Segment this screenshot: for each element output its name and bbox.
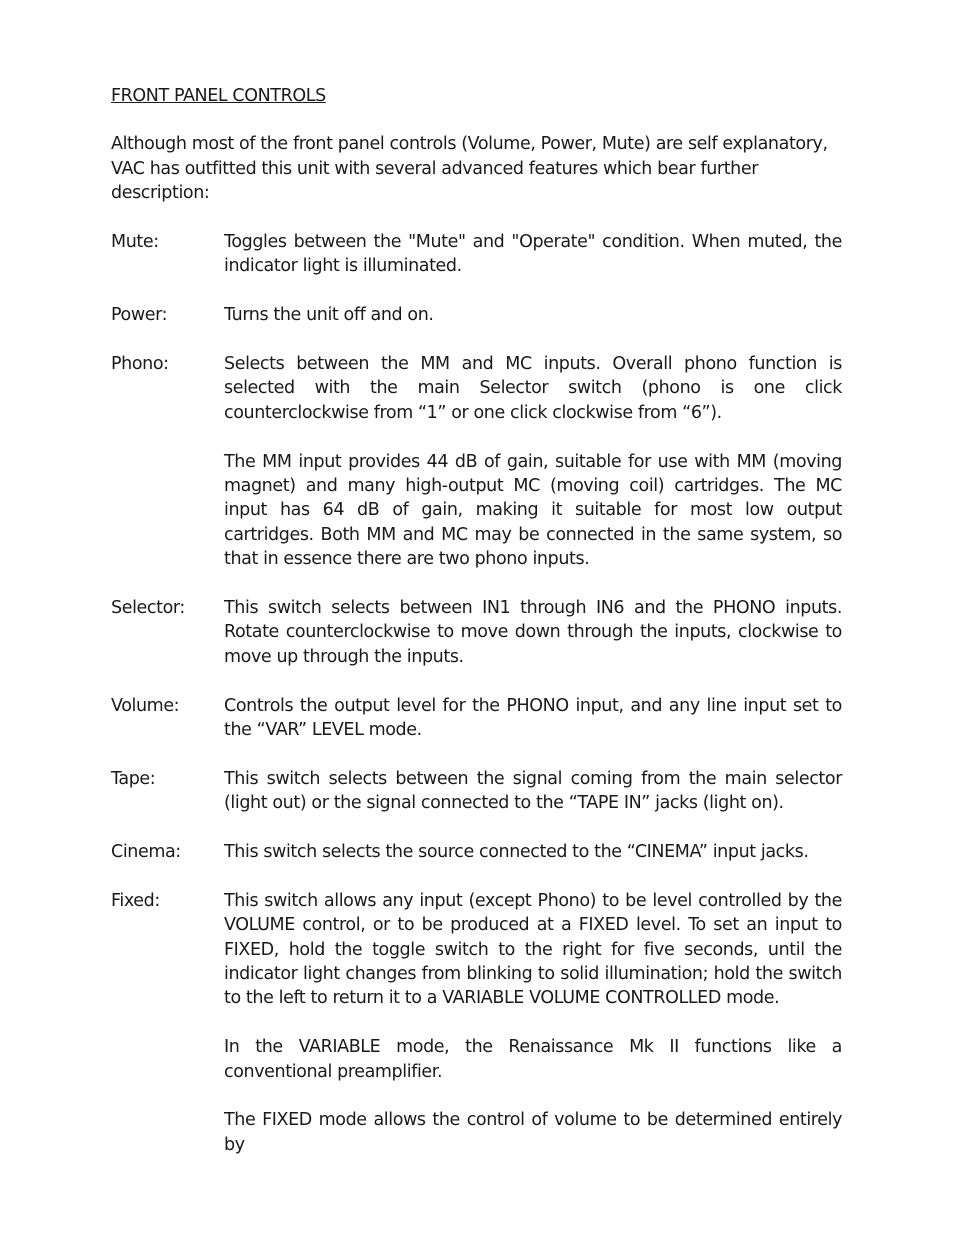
control-term: Mute: <box>111 232 159 253</box>
control-entry <box>111 889 842 1157</box>
description-paragraph: This switch selects the source connected to the “CINEMA” input jacks. <box>224 842 809 863</box>
description-paragraph: Selects between the MM and MC inputs. Overall phono function is selected with the main Selector switch (phono is one click counterclockwise from “1” or one click clockwise from “6”). <box>224 354 842 423</box>
control-term: Phono: <box>111 354 169 375</box>
control-term: Tape: <box>111 768 156 789</box>
control-term: Volume: <box>111 695 180 716</box>
control-entry <box>111 352 842 572</box>
document-page <box>111 84 842 1157</box>
description-paragraph: Toggles between the "Mute" and "Operate" condition. When muted, the indicator light is illuminated. <box>224 232 842 277</box>
control-description <box>224 230 842 279</box>
control-entry <box>111 694 842 743</box>
description-paragraph: Controls the output level for the PHONO input, and any line input set to the “VAR” LEVEL mode. <box>224 695 842 741</box>
control-list <box>111 230 842 1157</box>
control-description <box>224 352 842 572</box>
control-term: Selector: <box>111 598 185 619</box>
intro-paragraph: Although most of the front panel controls (Volume, Power, Mute) are self explanatory, VAC has outfitted this unit with several advanced features which bear further description: <box>111 134 828 204</box>
control-entry <box>111 230 842 279</box>
description-paragraph: In the VARIABLE mode, the Renaissance Mk II functions like a conventional preamplifier. <box>224 1037 842 1082</box>
control-description <box>224 694 842 743</box>
control-entry <box>111 767 842 816</box>
control-entry <box>111 303 842 327</box>
section-title: FRONT PANEL CONTROLS <box>111 86 326 106</box>
control-description <box>224 767 842 816</box>
control-term: Power: <box>111 305 168 326</box>
description-paragraph: The FIXED mode allows the control of volume to be determined entirely by <box>224 1110 842 1155</box>
description-paragraph: The MM input provides 44 dB of gain, suitable for use with MM (moving magnet) and many high-output MC (moving coil) cartridges. The MC input has 64 dB of gain, making it suitable for most low output cartridges. Both MM and MC may be connected in the same system, so that in essence there are two phono inputs. <box>224 451 842 570</box>
control-entry <box>111 840 842 864</box>
control-description <box>224 840 842 864</box>
description-paragraph: Turns the unit off and on. <box>224 305 434 326</box>
description-paragraph: This switch selects between the signal coming from the main selector (light out) or the signal connected to the “TAPE IN” jacks (light on). <box>224 768 842 814</box>
control-term: Cinema: <box>111 842 181 863</box>
control-term: Fixed: <box>111 890 160 911</box>
description-paragraph: This switch allows any input (except Phono) to be level controlled by the VOLUME control, or to be produced at a FIXED level. To set an input to FIXED, hold the toggle switch to the right for five seconds, until the indicator light changes from blinking to solid illumination; hold the switch to the left to return it to a VARIABLE VOLUME CONTROLLED mode. <box>224 890 842 1009</box>
control-entry <box>111 596 842 669</box>
control-description <box>224 889 842 1157</box>
control-description <box>224 596 842 669</box>
control-description <box>224 303 842 327</box>
description-paragraph: This switch selects between IN1 through IN6 and the PHONO inputs. Rotate counterclockwise to move down through the inputs, clockwise to move up through the inputs. <box>224 598 842 667</box>
